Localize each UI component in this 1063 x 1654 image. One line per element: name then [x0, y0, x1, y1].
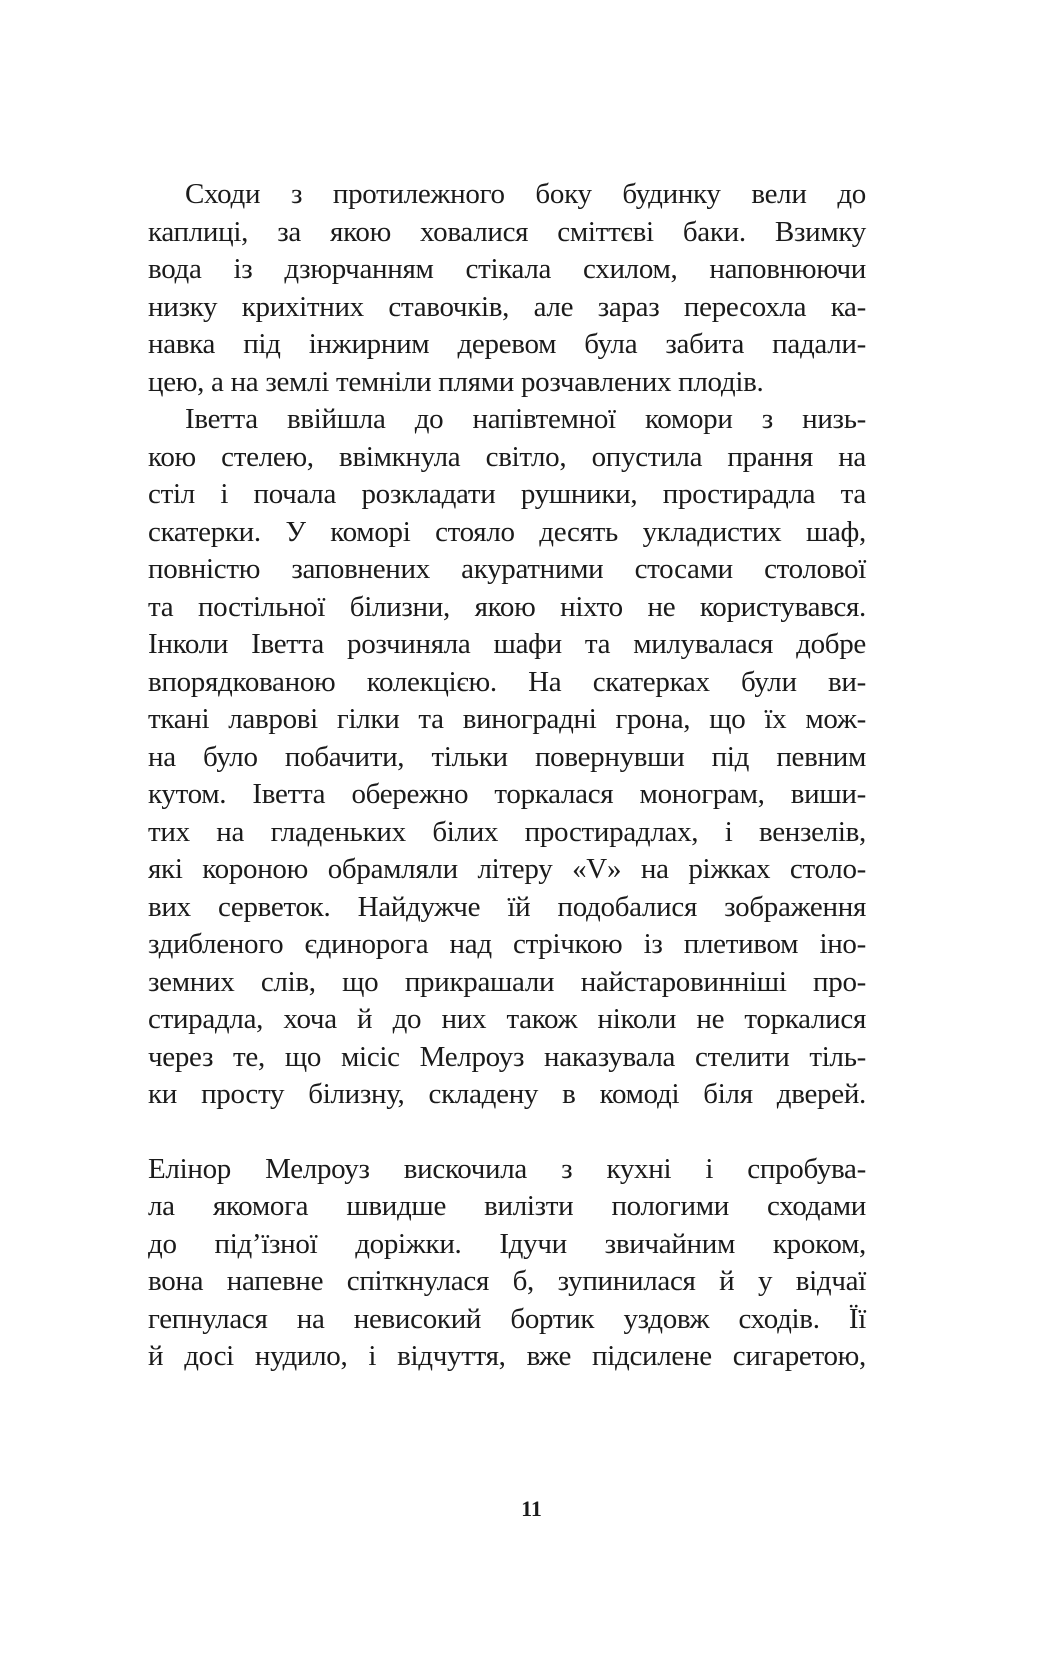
text-line: здибленого єдинорога над стрічкою із плетивом іно- — [148, 928, 866, 960]
paragraph-stairs — [148, 176, 866, 401]
text-line: ткані лаврові гілки та виноградні грона, що їх мож- — [148, 703, 866, 735]
text-line: ла якомога швидше вилізти пологими сходами — [148, 1190, 866, 1222]
paragraph-elinor — [148, 1151, 866, 1376]
text-line: на було побачити, тільки повернувши під певним — [148, 740, 866, 773]
text-line: стирадла, хоча й до них також ніколи не торкалися — [148, 1003, 866, 1035]
text-line: Елінор Мелроуз вискочила з кухні і спробува- — [148, 1152, 866, 1185]
text-line: низку крихітних ставочків, але зараз пересохла ка- — [148, 290, 866, 323]
text-line: Інколи Іветта розчиняла шафи та милувалася добре — [148, 628, 866, 660]
text-line: вих серветок. Найдужче їй подобалися зображення — [148, 890, 866, 923]
page-body — [148, 176, 866, 1376]
text-line: через те, що місіс Мелроуз наказувала стелити тіль- — [148, 1040, 866, 1073]
paragraph-pantry — [148, 401, 866, 1114]
text-line: каплиці, за якою ховалися сміттєві баки. Взимку — [148, 215, 866, 248]
text-line: стіл і почала розкладати рушники, простирадла та — [148, 478, 866, 510]
text-line: земних слів, що прикрашали найстаровинніші про- — [148, 965, 866, 998]
text-line: вона напевне спіткнулася б, зупинилася й у відчаї — [148, 1265, 866, 1297]
section-break — [148, 1114, 866, 1151]
text-line: кою стелею, ввімкнула світло, опустила прання на — [148, 440, 866, 473]
text-line: до під’їзної доріжки. Ідучи звичайним кроком, — [148, 1227, 866, 1260]
text-line: ки просту білизну, складену в комоді біля дверей. — [148, 1078, 866, 1110]
text-line: гепнулася на невисокий бортик уздовж сходів. Її — [148, 1302, 866, 1335]
text-line: й досі нудило, і відчуття, вже підсилене сигаретою, — [148, 1340, 866, 1372]
text-line: навка під інжирним деревом була забита падали- — [148, 328, 866, 360]
text-line: впорядкованою колекцією. На скатерках були ви- — [148, 665, 866, 698]
text-line: тих на гладеньких білих простирадлах, і вензелів, — [148, 815, 866, 848]
page-number: 11 — [521, 1496, 542, 1521]
text-line: кутом. Іветта обережно торкалася монограм, виши- — [148, 778, 866, 810]
text-line: Іветта ввійшла до напівтемної комори з низь- — [185, 403, 866, 435]
text-line: цею, а на землі темніли плями розчавлених плодів. — [148, 365, 764, 398]
text-line: повністю заповнених акуратними стосами столової — [148, 553, 866, 585]
text-line: Сходи з протилежного боку будинку вели до — [185, 178, 866, 210]
text-line: скатерки. У коморі стояло десять укладистих шаф, — [148, 515, 866, 548]
text-line: вода із дзюрчанням стікала схилом, наповнюючи — [148, 253, 866, 285]
text-line: та постільної білизни, якою ніхто не користувався. — [148, 590, 866, 623]
text-line: які короною обрамляли літеру «V» на ріжках столо- — [148, 853, 866, 885]
